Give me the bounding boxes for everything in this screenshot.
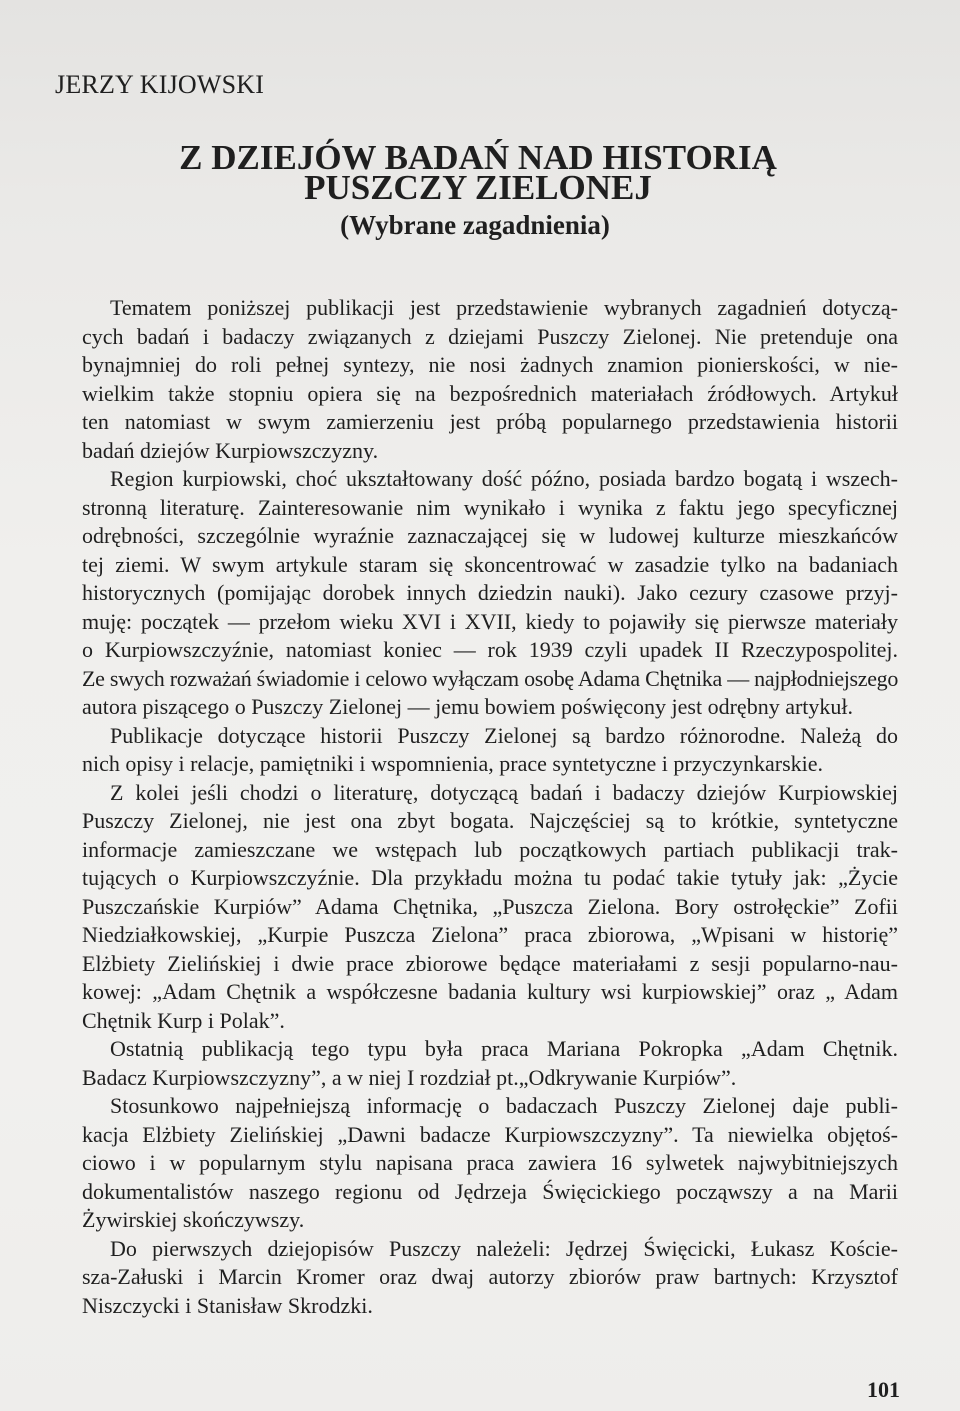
text-line: sza-Załuski i Marcin Kromer oraz dwaj autorzy zbiorów praw bartnych: Krzysztof [82, 1264, 898, 1289]
text-line: stronną literaturę. Zainteresowanie nim wynikało i wynika z faktu jego specyficznej [82, 494, 898, 520]
text-line: cych badań i badaczy związanych z dziejami Puszczy Zielonej. Nie pretenduje ona [82, 323, 898, 349]
text-line: historycznych (pomijając dorobek innych dziedzin nauki). Jako cezury czasowe przyj- [82, 580, 898, 605]
text-line: Z kolei jeśli chodzi o literaturę, dotyczącą badań i badaczy dziejów Kurpiowskiej [110, 779, 898, 805]
text-line: odrębności, szczególnie wyraźnie zaznaczającej się w ludowej kulturze mieszkańców [82, 523, 898, 548]
paragraph [82, 779, 898, 1036]
text-line: badań dziejów Kurpiowszczyzny. [82, 437, 379, 463]
page-number: 101 [867, 1377, 900, 1402]
text-line: nich opisy i relacje, pamiętniki i wspomnienia, prace syntetyczne i przyczynkarskie. [82, 751, 824, 776]
text-line: ciowo i w popularnym stylu napisana praca zawiera 16 sylwetek najwybitniejszych [82, 1150, 898, 1175]
text-line: kacja Elżbiety Zielińskiej „Dawni badacze Kurpiowszczyzny”. Ta niewielka objętoś- [82, 1121, 898, 1147]
text-line: o Kurpiowszczyźnie, natomiast koniec — rok 1939 czyli upadek II Rzeczypospolitej. [82, 637, 898, 662]
text-line: Stosunkowo najpełniejszą informację o badaczach Puszczy Zielonej daje publi- [110, 1093, 898, 1118]
text-line: muję: początek — przełom wieku XVI i XVII, kiedy to pojawiły się pierwsze materiały [82, 608, 898, 634]
title-line: Z DZIEJÓW BADAŃ NAD HISTORIĄ [179, 138, 777, 177]
text-line: bynajmniej do roli pełnej syntezy, nie nosi żadnych znamion pionierskości, w nie- [82, 352, 898, 377]
text-line: tujących o Kurpiowszczyźnie. Dla przykładu można tu podać takie tytuły jak: „Życie [82, 865, 898, 890]
text-line: ten natomiast w swym zamierzeniu jest próbą popularnego przedstawienia historii [82, 409, 898, 434]
text-line: Niedziałkowskiej, „Kurpie Puszcza Zielona” praca zbiorowa, „Wpisani w historię” [82, 922, 898, 947]
text-line: kowej: „Adam Chętnik a współczesne badania kultury wsi kurpiowskiej” oraz „ Adam [82, 979, 898, 1004]
text-line: wielkim także stopniu opiera się na bezpośrednich materiałach źródłowych. Artykuł [82, 380, 898, 406]
text-line: Niszczycki i Stanisław Skrodzki. [82, 1292, 373, 1318]
paragraph [82, 294, 898, 465]
article-subtitle: (Wybrane zagadnienia) [340, 210, 610, 240]
author-name: JERZY KIJOWSKI [55, 70, 265, 99]
title-line: PUSZCZY ZIELONEJ [304, 168, 652, 207]
text-line: Tematem poniższej publikacji jest przedstawienie wybranych zagadnień dotyczą- [110, 295, 898, 320]
article-body [82, 294, 898, 1320]
text-line: Ze swych rozważań świadomie i celowo wyłączam osobę Adama Chętnika — najpłodniejszego [82, 665, 898, 691]
article-title [0, 138, 956, 207]
text-line: Puszczańskie Kurpiów” Adama Chętnika, „Puszcza Zielona. Bory ostrołęckie” Zofii [82, 893, 898, 919]
text-line: tej ziemi. W swym artykule staram się skoncentrować w zasadzie tylko na badaniach [82, 551, 898, 577]
text-line: Do pierwszych dziejopisów Puszczy należeli: Jędrzej Święcicki, Łukasz Koście- [110, 1235, 898, 1261]
text-line: dokumentalistów naszego regionu od Jędrzeja Święcickiego począwszy a na Marii [82, 1178, 898, 1204]
text-line: Elżbiety Zielińskiej i dwie prace zbiorowe będące materiałami z sesji popularno-nau- [82, 950, 898, 976]
paragraph [82, 1035, 898, 1092]
text-line: Puszczy Zielonej, nie jest ona zbyt bogata. Najczęściej są to krótkie, syntetyczne [82, 808, 898, 833]
text-line: Ostatnią publikacją tego typu była praca Mariana Pokropka „Adam Chętnik. [110, 1036, 898, 1061]
text-line: Publikacje dotyczące historii Puszczy Zielonej są bardzo różnorodne. Należą do [110, 722, 898, 748]
text-line: Żywirskiej skończywszy. [82, 1207, 305, 1232]
text-line: autora piszącego o Puszczy Zielonej — jemu bowiem poświęcony jest odrębny artykuł. [82, 694, 854, 719]
paragraph [82, 1235, 898, 1321]
paragraph [82, 1092, 898, 1235]
text-line: Region kurpiowski, choć ukształtowany dość późno, posiada bardzo bogatą i wszech- [110, 466, 898, 491]
paragraph [82, 465, 898, 722]
text-line: informacje zamieszczane we wstępach lub początkowych partiach publikacji trak- [82, 836, 898, 862]
text-line: Badacz Kurpiowszczyzny”, a w niej I rozdział pt.„Odkrywanie Kurpiów”. [82, 1064, 737, 1090]
paragraph [82, 722, 898, 779]
text-line: Chętnik Kurp i Polak”. [82, 1007, 285, 1033]
